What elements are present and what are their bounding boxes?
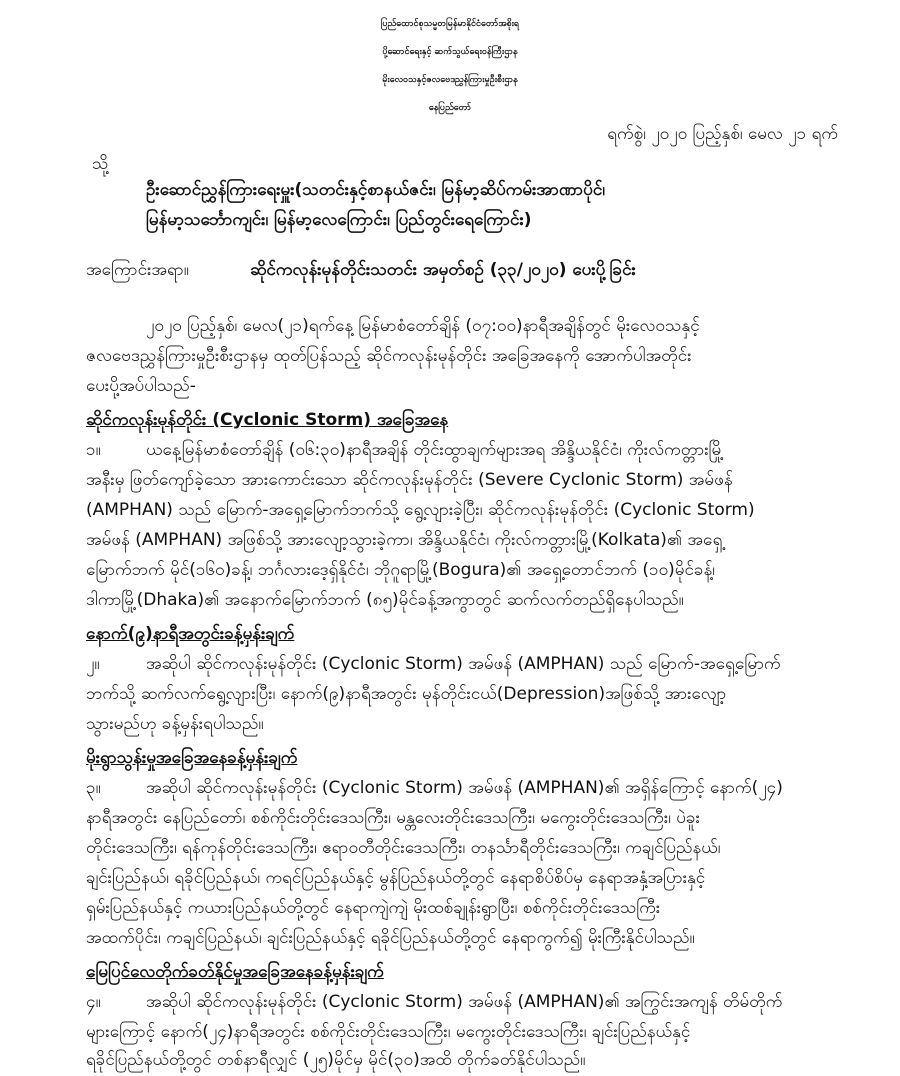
paragraph-line: အထက်ပိုင်း၊ ကချင်ပြည်နယ်၊ ချင်းပြည်နယ်နှင့် ရခိုင်ပြည်နယ်တို့တွင် နေရာကွက်၍ မိုးကြီးနိုင်ပါသည်။: [86, 928, 695, 948]
paragraph-line: အဆိုပါ ဆိုင်ကလုန်းမုန်တိုင်း (Cyclonic Storm) အမ်ဖန် (AMPHAN)၏ အရှိန်ကြောင့် နောက်(၂၄): [146, 778, 783, 798]
ministry-line-transport: ပို့ဆောင်ရေးနှင့် ဆက်သွယ်ရေးဝန်ကြီးဌာန: [382, 47, 518, 57]
ministry-line-location: နေပြည်တော်: [428, 103, 472, 113]
paragraph-line: ဒါကာမြို့(Dhaka)၏ အနောက်မြောက်ဘက် (၈၅)မိုင်ခန့်အကွာတွင် ဆက်လက်တည်ရှိနေပါသည်။: [86, 590, 684, 610]
paragraph-line: ချင်းပြည်နယ်၊ ရခိုင်ပြည်နယ်၊ ကရင်ပြည်နယ်နှင့် မွန်ပြည်နယ်တို့တွင် နေရာစိပ်စိပ်မှ နေရာအနှံ့အပြားနှင့်: [86, 868, 706, 888]
paragraph-line: အဆိုပါ ဆိုင်ကလုန်းမုန်တိုင်း (Cyclonic Storm) အမ်ဖန် (AMPHAN) သည် မြောက်-အရှေ့မြောက်: [146, 654, 781, 674]
paragraph-line: များကြောင့် နောက်(၂၄)နာရီအတွင်း စစ်ကိုင်းတိုင်းဒေသကြီး၊ မကွေးတိုင်းဒေသကြီး၊ ချင်းပြည်နယ်နှင့်: [86, 1022, 691, 1042]
to-label: သို့: [92, 154, 109, 174]
section-number: ၄။: [86, 992, 101, 1012]
paragraph-line: အမ်ဖန် (AMPHAN) အဖြစ်သို့ အားလျော့သွားခဲ့ကာ၊ အိန္ဒိယနိုင်ငံ၊ ကိုးလ်ကတ္တားမြို့(Kolkata)၏ အရှေ့: [86, 530, 723, 550]
paragraph-line: အဆိုပါ ဆိုင်ကလုန်းမုန်တိုင်း (Cyclonic Storm) အမ်ဖန် (AMPHAN)၏ အကြွင်းအကျန် တိမ်တိုက်: [146, 992, 783, 1012]
intro-line-1: ၂၀၂၀ ပြည့်နှစ်၊ မေလ(၂၁)ရက်နေ့ မြန်မာစံတော်ချိန် (၀၇:၀၀)နာရီအချိန်တွင် မိုးလေဝသနှင့်: [146, 316, 700, 336]
paragraph-line: ရှမ်းပြည်နယ်နှင့် ကယားပြည်နယ်တို့တွင် နေရာကျဲကျဲ မိုးထစ်ချုန်းရွာပြီး၊ စစ်ကိုင်းတိုင်းဒေသကြီး: [86, 898, 661, 918]
paragraph-line: ယနေ့မြန်မာစံတော်ချိန် (၀၆:၃၀)နာရီအချိန် တိုင်းထွာချက်များအရ အိန္ဒိယနိုင်ငံ၊ ကိုးလ်ကတ္တားမြို့: [146, 440, 724, 460]
ministry-line-department: မိုးလေဝသနှင့်ဇလဗေဒညွှန်ကြားမှုဦးစီးဌာန: [382, 75, 518, 85]
recipient-line-2: မြန်မာ့သင်္ဘောကျင်း၊ မြန်မာ့လေကြောင်း၊ ပြည်တွင်းရေကြောင်း): [146, 210, 532, 230]
subject-text: ဆိုင်ကလုန်းမုန်တိုင်းသတင်း အမှတ်စဉ် (၃၃/၂၀၂၀) ပေးပို့ခြင်း: [250, 260, 636, 280]
document-date: ရက်စွဲ၊ ၂၀၂၀ ပြည့်နှစ်၊ မေလ ၂၁ ရက်: [607, 124, 838, 144]
section-number: ၁။: [86, 440, 101, 460]
intro-line-2: ဇလဗေဒညွှန်ကြားမှုဦးစီးဌာနမှ ထုတ်ပြန်သည့် ဆိုင်ကလုန်းမုန်တိုင်း အခြေအနေကို အောက်ပါအတိုင်း: [86, 346, 692, 366]
section-heading-rainfall-forecast: မိုးရွာသွန်းမှုအခြေအနေခန့်မှန်းချက်: [86, 748, 298, 768]
paragraph-line: (AMPHAN) သည် မြောက်-အရှေ့မြောက်ဘက်သို့ ရွေ့လျားခဲ့ပြီး၊ ဆိုင်ကလုန်းမုန်တိုင်း (Cyclonic Storm): [86, 500, 755, 520]
section-number: ၂။: [86, 654, 100, 674]
subject-label: အကြောင်းအရာ။: [86, 260, 189, 280]
paragraph-line: အနီးမှ ဖြတ်ကျော်ခဲ့သော အားကောင်းသော ဆိုင်ကလုန်းမုန်တိုင်း (Severe Cyclonic Storm) အမ်ဖန်: [86, 470, 733, 490]
section-number: ၃။: [86, 778, 101, 798]
paragraph-line: နာရီအတွင်း နေပြည်တော်၊ စစ်ကိုင်းတိုင်းဒေသကြီး၊ မန္တလေးတိုင်းဒေသကြီး၊ မကွေးတိုင်းဒေသကြီး၊ ပဲခူး: [86, 808, 700, 828]
section-heading-storm-status: ဆိုင်ကလုန်းမုန်တိုင်း (Cyclonic Storm) အခြေအနေ: [86, 410, 449, 430]
paragraph-line: တိုင်းဒေသကြီး၊ ရန်ကုန်တိုင်းဒေသကြီး၊ ဧရာဝတီတိုင်းဒေသကြီး၊ တနင်္သာရီတိုင်းဒေသကြီး၊ ကချင်ပြည်နယ်၊: [86, 838, 721, 858]
intro-line-3: ပေးပို့အပ်ပါသည်-: [86, 376, 196, 396]
recipient-line-1: ဦးဆောင်ညွှန်ကြားရေးမှူး(သတင်းနှင့်စာနယ်ဇင်း၊ မြန်မာ့ဆိပ်ကမ်းအာဏာပိုင်၊: [146, 180, 605, 200]
paragraph-line: သွားမည်ဟု ခန့်မှန်းရပါသည်။: [86, 714, 264, 734]
section-heading-9hr-forecast: နောက်(၉)နာရီအတွင်းခန့်မှန်းချက်: [86, 624, 295, 644]
paragraph-line: ဘက်သို့ ဆက်လက်ရွေ့လျားပြီး၊ နောက်(၉)နာရီအတွင်း မုန်တိုင်းငယ်(Depression)အဖြစ်သို့ အားလျော့: [86, 684, 727, 704]
ministry-line-government: ပြည်ထောင်စုသမ္မတမြန်မာနိုင်ငံတော်အစိုးရ: [380, 19, 520, 29]
section-heading-wind-forecast: မြေပြင်လေတိုက်ခတ်နိုင်မှုအခြေအနေခန့်မှန်းချက်: [86, 962, 384, 982]
paragraph-line: ရခိုင်ပြည်နယ်တို့တွင် တစ်နာရီလျှင် (၂၅)မိုင်မှ မိုင်(၃၀)အထိ တိုက်ခတ်နိုင်ပါသည်။: [86, 1050, 586, 1070]
paragraph-line: မြောက်ဘက် မိုင်(၁၆၀)ခန့်၊ ဘင်္ဂလားဒေ့ရှ်နိုင်ငံ၊ ဘိုဂူရာမြို့(Bogura)၏ အရှေ့တောင်ဘက် (၁၀)မိုင်ခန့်၊: [86, 560, 715, 580]
